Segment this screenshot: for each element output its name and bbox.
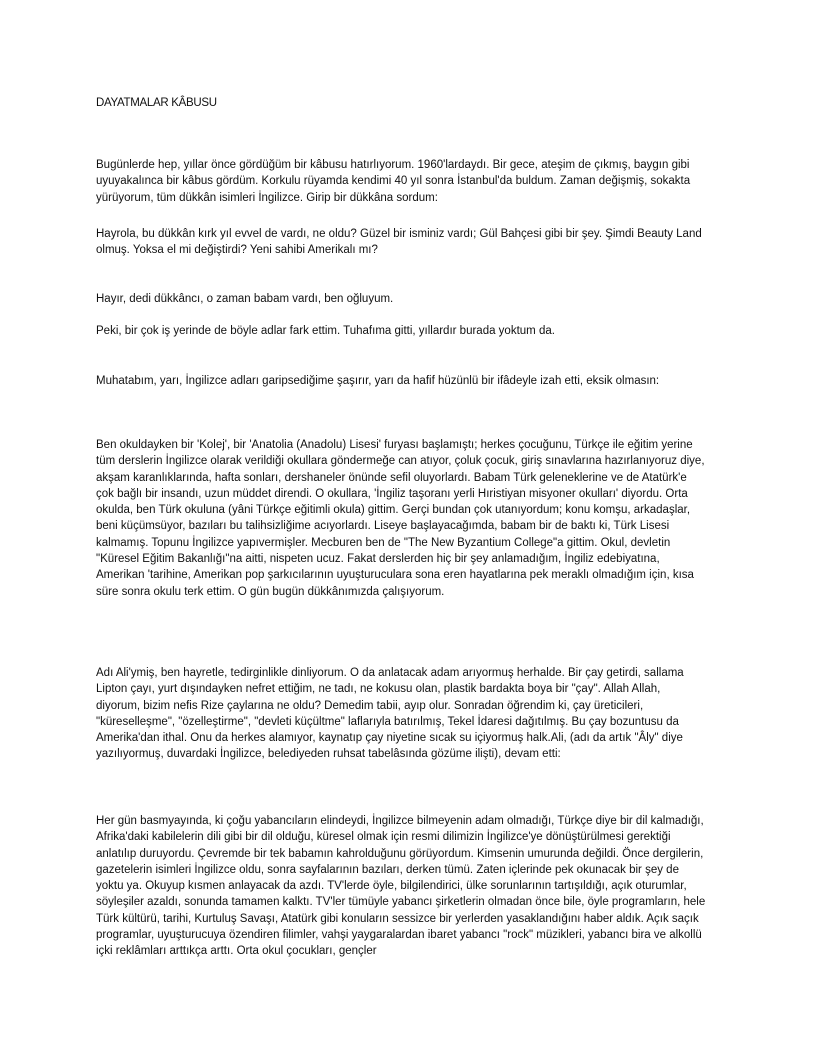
paragraph: Hayrola, bu dükkân kırk yıl evvel de vardı, ne oldu? Güzel bir isminiz vardı; Gül Bahçesi gibi bir şey. Şimdi Beauty Land olmuş. Yoksa el mi değiştirdi? Yeni sahibi Amerikalı mı? [96, 228, 702, 257]
paragraph: Adı Ali'ymiş, ben hayretle, tedirginlikle dinliyorum. O da anlatacak adam arıyormuş herhalde. Bir çay getirdi, sallama Lipton çayı, yurt dışındayken nefret ettiğim, ne tadı, ne kokusu olan, plastik bardakta boya bir "çay". Allah Allah, diyorum, bizim nefis Rize çaylarına ne oldu? Demedim tabii, ayıp olur. Sonradan öğrendim ki, çay üreticileri, "küreselleşme", "özelleştirme", "devleti küçültme" laflarıyla batırılmış, Tekel İdaresi dağıtılmış. Bu çay bozuntusu da Amerika'dan ithal. Onu da herkes alamıyor, kaynatıp çay niyetine sıcak su içiyormuş halk.Ali, (adı da artık "Âly" diye yazılıyormuş, duvardaki İngilizce, belediyeden ruhsat tabelâsında gözüme ilişti), devam etti: [96, 667, 684, 761]
paragraph: Her gün basmyayında, ki çoğu yabancıların elindeydi, İngilizce bilmeyenin adam olmadığı, Türkçe diye bir dil kalmadığı, Afrika'daki kabilelerin dili gibi bir dil olduğu, küresel olmak için resmi dilimizin İngilizce'ye dönüştürülmesi gerektiği anlatılıp duruyordu. Çevremde bir tek babamın kahrolduğunu görüyordum. Kimsenin umurunda değildi. Önce dergilerin, gazetelerin isimleri İngilizce oldu, sonra sayfalarının bazıları, derken tümü. Zaten içlerinde pek okunacak bir şey de yoktu ya. Okuyup kısmen anlayacak da azdı. TV'lerde öyle, bilgilendirici, ülke sorunlarının tartışıldığı, açık oturumlar, söyleşiler azaldı, sonunda tamamen kalktı. TV'ler tümüyle yabancı şirketlerin olmadan önce bile, öyle programların, hele Türk kültürü, tarihi, Kurtuluş Savaşı, Atatürk gibi konuların sessizce bir yerlerden yasaklandığını haber aldık. Açık saçık programlar, uyuşturucuya özendiren filimler, vahşi yaygaralardan ibaret yabancı "rock" müzikleri, yabancı bira ve alkollü içki reklâmları arttıkça arttı. Orta okul çocukları, gençler [96, 815, 706, 958]
paragraph: Muhatabım, yarı, İngilizce adları garipsediğime şaşırır, yarı da hafif hüzünlü bir ifâdeyle izah etti, eksik olmasın: [96, 375, 660, 387]
paragraph: Hayır, dedi dükkâncı, o zaman babam vardı, ben oğluyum. [96, 293, 394, 305]
paragraph: Ben okuldayken bir 'Kolej', bir 'Anatolia (Anadolu) Lisesi' furyası başlamıştı; herkes çocuğunu, Türkçe ile eğitim yerine tüm derslerin İngilizce olarak verildiği okullara göndermeğe can atıyor, çoluk çocuk, giriş sınavlarına hazırlanıyoruz diye, akşam karanlıklarında, hafta sonları, dershaneler önünde sefil oluyorlardı. Babam Türk geleneklerine ve de Atatürk'e çok bağlı bir insandı, uzun müddet direndi. O okullara, 'İngiliz taşoranı yerli Hıristiyan misyoner okulları' diyordu. Orta okulda, ben Türk okuluna (yâni Türkçe eğitimli okula) gittim. Gerçi bundan çok utanıyordum; konu komşu, arkadaşlar, beni küçümsüyor, bazıları bu talihsizliğime acıyorlardı. Liseye başlayacağımda, babam bir de baktı ki, Türk Lisesi kalmamış. Topunu İngilizce yapıvermişler. Mecburen ben de "The New Byzantium College"a gittim. Okul, devletin "Küresel Eğitim Bakanlığı"na aitti, nispeten ucuz. Fakat derslerden hiç bir şey anlamadığım, İngiliz edebiyatına, Amerikan 'tarihine, Amerikan pop şarkıcılarının uyuşturuculara sona eren hayatlarına pek meraklı olmadığım için, kısa süre sonra okulu terk ettim. O gün bugün dükkânımızda çalışıyorum. [96, 439, 705, 598]
paragraph: Bugünlerde hep, yıllar önce gördüğüm bir kâbusu hatırlıyorum. 1960'lardaydı. Bir gece, ateşim de çıkmış, baygın gibi uyuyakalınca bir kâbus gördüm. Korkulu rüyamda kendimi 40 yıl sonra İstanbul'da buldum. Zaman değişmiş, sokakta yürüyorum, tüm dükkân isimleri İngilizce. Girip bir dükkâna sordum: [96, 159, 691, 204]
document-title: DAYATMALAR KÂBUSU [96, 97, 217, 109]
paragraph: Peki, bir çok iş yerinde de böyle adlar fark ettim. Tuhafıma gitti, yıllardır burada yoktum da. [96, 325, 555, 337]
